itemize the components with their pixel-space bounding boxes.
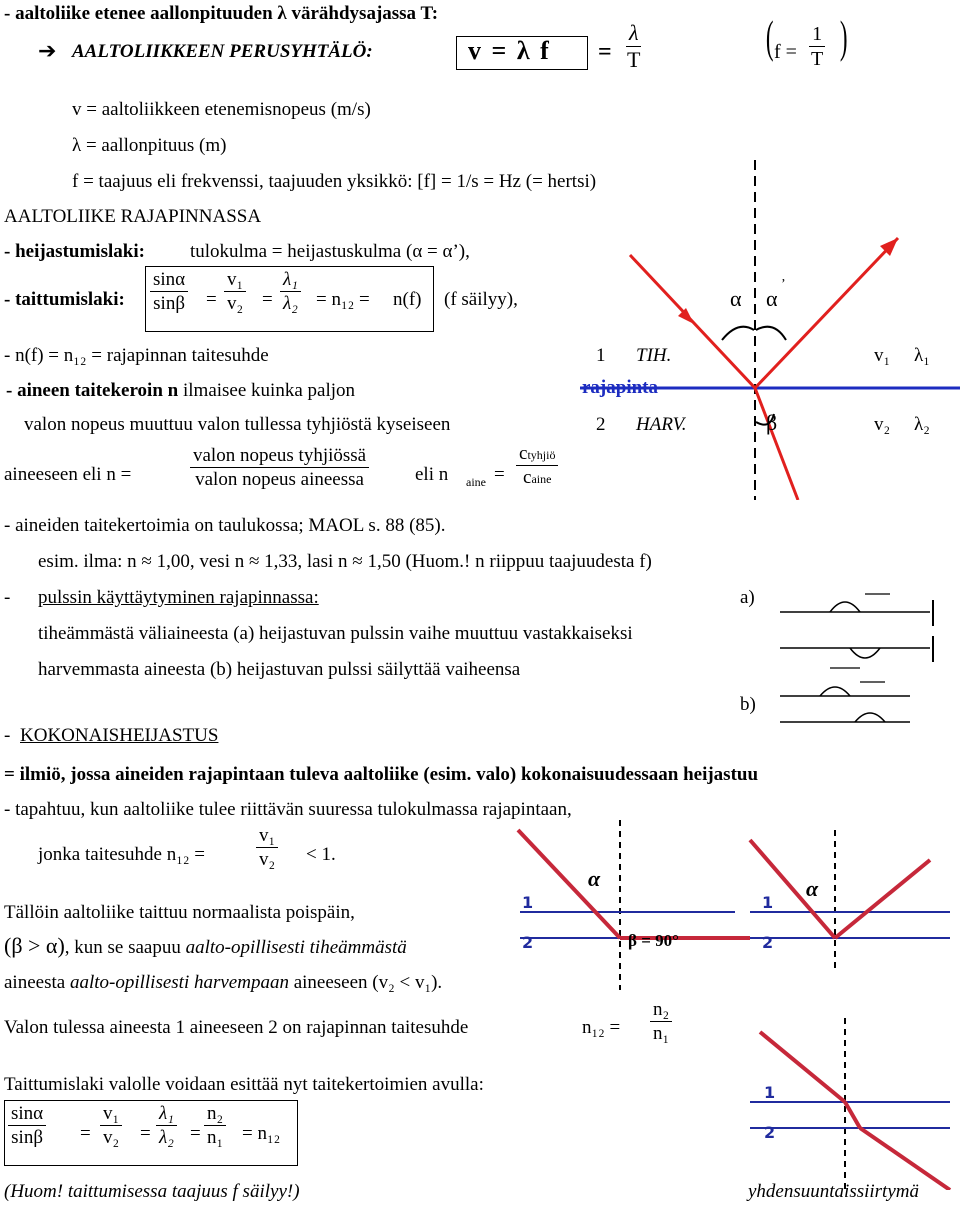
- refraction-ratio-definition: - n(f) = n₁₂ = rajapinnan taitesuhde: [4, 345, 269, 366]
- index-formula-label: aineeseen eli n =: [4, 464, 132, 485]
- svg-text:1: 1: [762, 893, 774, 912]
- label-a: a): [740, 587, 755, 608]
- snell-intro: Taittumislaki valolle voidaan esittää nyt taitekertoimien avulla:: [4, 1074, 484, 1095]
- tir-condition: - tapahtuu, kun aaltoliike tulee riittävän suuressa tulokulmassa rajapintaan,: [4, 799, 572, 820]
- definition-f: f = taajuus eli frekvenssi, taajuuden yksikkö: [f] = 1/s = Hz (= hertsi): [72, 171, 597, 192]
- example-indices: esim. ilma: n ≈ 1,00, vesi n ≈ 1,33, lasi n ≈ 1,50 (Huom.! n riippuu taajuudesta f): [38, 551, 652, 572]
- index-formula-fraction: valon nopeus tyhjiössä valon nopeus aineessa: [190, 446, 369, 489]
- basic-equation-label: AALTOLIIKKEEN PERUSYHTÄLÖ:: [72, 41, 373, 62]
- pulse-line-a: tiheämmästä väliaineesta (a) heijastuvan pulssin vaihe muuttuu vastakkaiseksi: [38, 623, 633, 644]
- boundary-heading: AALTOLIIKE RAJAPINNASSA: [4, 206, 262, 227]
- basic-equation: v = λ f: [468, 36, 551, 65]
- n12-expression: = n₁₂ =: [316, 289, 370, 310]
- tir-direction-line: (β > α), kun se saapuu aalto-opillisesti tiheämmästä: [4, 933, 407, 958]
- arrow-icon: ➔: [38, 38, 57, 63]
- frequency-kept: (f säilyy),: [444, 289, 518, 310]
- definition-v: v = aaltoliikkeen etenemisnopeus (m/s): [72, 99, 371, 120]
- physics-notes-page: - aaltoliike etenee aallonpituuden λ värähdysajassa T: ➔ AALTOLIIKKEEN PERUSYHTÄLÖ: v = λ f = $\frac{\lambda}{T}$ ( f = $\frac{1}{T}$ ) v = aaltoliikkeen etenemisnopeus (m/s) λ = aallonpituus (m) f = taajuus eli frekvenssi, taajuuden yksikkö: [f] = 1/s = Hz (= hertsi) AALTOLIIKE RAJAPINNASSA - heijastumislaki: tulokulma = heijastuskulma (α = α’), - taittumislaki: $\frac{\sin\alpha}{\sin\beta}$ = $\frac{\text{v₁}}{\text{v₂}}$ = $\frac{\text{λ₁}}{\text{λ₂}}$ = n₁₂ = n(f) (f säilyy), - n(f) = n₁₂ = rajapinnan taitesuhde - aineen taitekeroin n ilmaisee kuinka paljon valon nopeus muuttuu valon tullessa tyhjiöstä kyseiseen aineeseen eli n = valon nopeus tyhjiössä valon nopeus aineessa eli n aine = ctyhjiö caine - aineiden taitekertoimia on taulukossa; MAOL s. 88 (85). esim. ilma: n ≈ 1,00, vesi n ≈ 1,33, lasi n ≈ 1,50 (Huom.! n riippuu taajuudesta f) - pulssin käyttäytyminen rajapinnassa: a) tiheämmästä väliaineesta (a) heijastuvan pulssin vaihe muuttuu vastakkaiseksi harvemmasta aineesta (b) heijastuvan pulssi säilyttää vaiheensa b) - KOKONAISHEIJASTUS = ilmiö, jossa aineiden rajapintaan tuleva aaltoliike (esim. valo) kokonaisuudessaan heijastuu - tapahtuu, kun aaltoliike tulee riittävän suuressa tulokulmassa rajapintaan, jonka taitesuhde n₁₂ = $\frac{\text{v₁}}{\text{v₂}}$ < 1. Tällöin aaltoliike taittuu normaalista poispäin, (β > α), kun se saapuu aalto-opillisesti tiheämmästä aineesta aalto-opillisesti harvempaan aineeseen (v₂ < v₁). Valon tulessa aineesta 1 aineeseen 2 on rajapinnan taitesuhde n₁₂ = $\frac{\text{n₂}}{\text{n₁}}$ Taittumislaki valolle voidaan esittää nyt taitekertoimien avulla: $\frac{\sin\alpha}{\sin\beta}$ = $\frac{\text{v₁}}{\text{v₂}}$ = $\frac{\text{λ₁}}{\text{λ₂}}$ = $\frac{\text{n₂}}{\text{n₁}}$ = n₁₂ (Huom! taittumisessa taajuus f säilyy!) yhdensuuntaissiirtymä α α ’ 1 TIH. v₁ λ₁ rajapinta 2 HARV. β v₂ λ₂ 1 2 1 2 1 2 α α β = 90°: [0, 0, 960, 1205]
- refractive-index-line2: valon nopeus muuttuu valon tullessa tyhjiöstä kyseiseen: [24, 414, 451, 435]
- wave-intro: - aaltoliike etenee aallonpituuden λ värähdysajassa T:: [4, 3, 439, 24]
- n12-sentence: Valon tulessa aineesta 1 aineeseen 2 on rajapinnan taitesuhde: [4, 1017, 469, 1038]
- svg-text:2: 2: [764, 1123, 776, 1142]
- svg-text:2: 2: [762, 933, 774, 952]
- pulse-heading: pulssin käyttäytyminen rajapinnassa:: [38, 587, 319, 608]
- label-b: b): [740, 694, 756, 715]
- n-of-f: n(f): [393, 289, 422, 310]
- beta-90-label: β = 90°: [628, 931, 679, 950]
- tir-definition: = ilmiö, jossa aineiden rajapintaan tuleva aaltoliike (esim. valo) kokonaisuudessaan heijastuu: [4, 764, 759, 785]
- svg-text:1: 1: [522, 893, 534, 912]
- n2-over-n1: $\frac{\text{n₂}}{\text{n₁}}$: [650, 1000, 672, 1043]
- parallel-shift-label: yhdensuuntaissiirtymä: [748, 1181, 919, 1202]
- refractive-index-line1: - aineen taitekeroin n ilmaisee kuinka paljon: [6, 380, 355, 401]
- period-T: T: [627, 47, 641, 72]
- tir-heading: KOKONAISHEIJASTUS: [20, 725, 219, 746]
- pulse-line-b: harvemmasta aineesta (b) heijastuvan pulssi säilyttää vaiheensa: [38, 659, 521, 680]
- speed-ratio: $\frac{\text{v₁}}{\text{v₂}}$: [224, 270, 246, 313]
- boundary-label: rajapinta: [582, 377, 658, 398]
- c-ratio: ctyhjiö caine: [516, 444, 558, 487]
- lambda-over-T: [624, 22, 643, 71]
- equals-sign: =: [598, 39, 612, 65]
- reflection-refraction-diagram: [560, 160, 960, 500]
- svg-text:2: 2: [522, 933, 534, 952]
- definition-lambda: λ = aallonpituus (m): [72, 135, 227, 156]
- lambda-symbol: λ: [626, 22, 642, 47]
- wavelength-ratio: $\frac{\text{λ₁}}{\text{λ₂}}$: [280, 270, 301, 313]
- sin-ratio: $\frac{\sin\alpha}{\sin\beta}$: [150, 270, 188, 313]
- tir-medium-line: aineesta aalto-opillisesti harvempaan aineeseen (v₂ < v₁).: [4, 972, 443, 993]
- tir-speed-ratio: $\frac{\text{v₁}}{\text{v₂}}$: [256, 826, 278, 869]
- tir-sketches: [510, 820, 960, 1190]
- reflection-law-label: - heijastumislaki:: [4, 241, 145, 262]
- frequency-eq: f =: [774, 41, 797, 63]
- refraction-law-label: - taittumislaki:: [4, 289, 125, 310]
- reflection-law-text: tulokulma = heijastuskulma (α = α’),: [190, 241, 470, 262]
- pulse-diagrams: [770, 582, 960, 732]
- frequency-note: (Huom! taittumisessa taajuus f säilyy!): [4, 1181, 300, 1202]
- tables-note: - aineiden taitekertoimia on taulukossa; MAOL s. 88 (85).: [4, 515, 446, 536]
- tir-ratio-label: jonka taitesuhde n₁₂ =: [38, 844, 205, 865]
- one-over-T: $\frac{1}{T}$: [811, 23, 824, 70]
- tir-then-line: Tällöin aaltoliike taittuu normaalista poispäin,: [4, 902, 355, 923]
- svg-text:1: 1: [764, 1083, 776, 1102]
